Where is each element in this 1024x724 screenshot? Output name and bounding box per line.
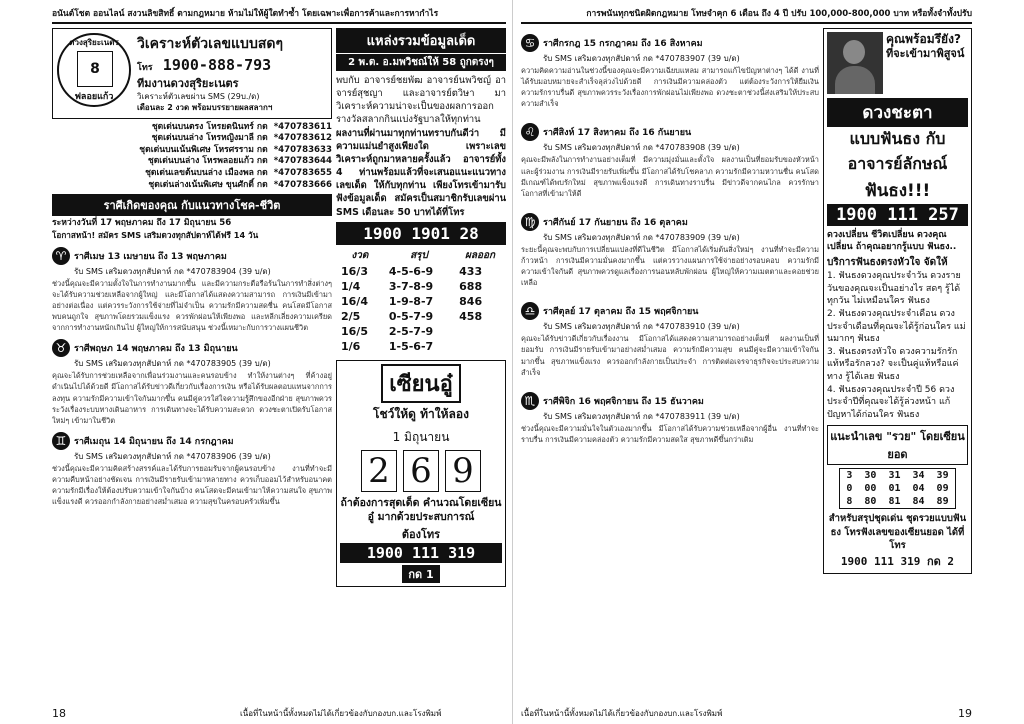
sign-text: คุณจะมีพลังในการทำงานอย่างเต็มที่ มีความมุ่งมั่นและตั้งใจ ผลงานเป็นที่ยอมรับของหัวหน้าและผู้ร่วมงาน การเงินมีรายรับเพิ่มขึ้น มีโอกาสได้รับโชคลาภ ความรักมีความหวานชื่น คนโสดมีเกณฑ์ได้พบรักใหม่ สุขภาพแข็งแรงดี การเดินทางราบรื่น มีข่าวดีจากคนไกล ควรรักษาโอกาสที่เข้ามาให้ดี (521, 155, 819, 198)
cell: 688 (459, 279, 483, 293)
promo-title-1: ดวงชะตา (827, 98, 968, 127)
cell: 458 (459, 309, 483, 323)
cell: 81 (888, 496, 901, 508)
code-label: ชุดเด่นบนเน้นพิเศษ โหรศรราม กด (139, 144, 268, 155)
right-main-column (521, 28, 819, 574)
sign-sms: รับ SMS เสริมดวงทุกสัปดาห์ กด *470783908 (39 บ/ด) (543, 143, 740, 153)
cell: 4-5-6-9 (388, 264, 434, 278)
sign-text: ความคิดความอ่านในช่วงนี้ของคุณจะมีความเฉียบแหลม สามารถแก้ไขปัญหาต่างๆ ได้ดี งานที่ได้รับมอบหมายจะสำเร็จลุล่วงไปด้วยดี การเงินมีความคล่องตัว แต่ต้องระวังการให้ยืมเงิน ความรักราบรื่นดี สุขภาพควรระวังเรื่องการพักผ่อนไม่เพียงพอ ดวงชะตาช่วงนี้ส่งเสริมให้ประสบความสำเร็จ (521, 66, 819, 109)
cell: 39 (936, 470, 949, 482)
table-row (336, 294, 506, 309)
period-text: ระหว่างวันที่ 17 พฤษภาคม ถึง 17 มิถุนายน 56 (52, 218, 232, 229)
scorpio-icon: ♏ (521, 392, 539, 410)
code-label: ชุดเด่นบนล่าง โหรหญิงมาลี กด (151, 133, 268, 144)
cancer-icon: ♋ (521, 34, 539, 52)
sign-scorpio (521, 392, 819, 445)
sms-note: วิเคราะห์ตัวเลขผ่าน SMS (29บ./ด) (137, 92, 260, 101)
gemini-icon: ♊ (52, 432, 70, 450)
sign-sms: รับ SMS เสริมดวงทุกสัปดาห์ กด *470783904 (39 บ/ด) (74, 266, 271, 276)
sign-taurus (52, 339, 332, 426)
promo-summary: สำหรับสรุปชุดเด่น ชุดรวยแบบฟันธง โทรฟังเลขของเซียนยอด ได้ที่โทร (828, 513, 967, 551)
xian-phone[interactable]: 1900 111 319 (340, 543, 502, 563)
cell: 84 (912, 496, 925, 508)
sign-virgo (521, 213, 819, 288)
code-label: ชุดเด่นบนล่าง โหรพลอยแก้ว กด (147, 156, 268, 167)
cell (454, 339, 506, 354)
sign-text: ระยะนี้คุณจะพบกับการเปลี่ยนแปลงที่ดีในชีวิต มีโอกาสได้เริ่มต้นสิ่งใหม่ๆ งานที่ทำจะมีความก้าวหน้า การเงินมีความมั่นคงมากขึ้น แต่ควรวางแผนการใช้จ่ายอย่างรอบคอบ ความรักมีความเข้าใจกันดี สุขภาพควรดูแลเรื่องการนอนหลับพักผ่อน ผู้ใหญ่ให้ความเมตตาและคอยช่วยเหลือ (521, 244, 819, 288)
col-header: ผลออก (465, 249, 496, 261)
sign-sms: รับ SMS เสริมดวงทุกสัปดาห์ กด *470783911 (39 บ/ด) (543, 411, 740, 421)
code-row (52, 168, 332, 180)
code-row (52, 180, 332, 192)
left-footer: เนื้อที่ในหน้านี้ทั้งหมดไม่ได้เกี่ยวข้องกับกองบก.และโรงพิมพ์ (240, 709, 442, 718)
person-head-icon (843, 40, 865, 64)
promo-top (827, 32, 968, 94)
table-row (336, 264, 506, 279)
virgo-icon: ♍ (521, 213, 539, 231)
xian-box (336, 360, 506, 587)
code-value[interactable]: *470783612 (273, 133, 332, 144)
phone-label: โทร (137, 63, 153, 73)
right-header: การพนันทุกชนิดผิดกฎหมาย โทษจำคุก 6 เดือน ถึง 4 ปี ปรับ 100,000-800,000 บาท หรือทั้งจำทั้งปรับ (521, 6, 972, 24)
code-value[interactable]: *470783655 (273, 167, 332, 178)
sign-title: ราศีตุลย์ 17 ตุลาคม ถึง 15 พฤศจิกายน (543, 307, 699, 318)
promo-phone[interactable]: 1900 111 257 (827, 204, 968, 226)
sign-sms: รับ SMS เสริมดวงทุกสัปดาห์ กด *470783910 (39 บ/ด) (543, 322, 740, 332)
cell: 1/6 (341, 339, 361, 353)
cell: 433 (459, 264, 483, 278)
promo-question: คุณพร้อมรึยัง? (885, 32, 961, 46)
sign-sms: รับ SMS เสริมดวงทุกสัปดาห์ กด *470783905 (39 บ/ด) (74, 359, 271, 369)
sign-cancer (521, 34, 819, 109)
code-label: ชุดเด่นบนตรง โหรยตนินทร์ กด (151, 121, 268, 132)
list-item: 1. ฟันธงดวงคุณประจำวัน ดวงรายวันของคุณจะเป็นอย่างไร สดๆ รู้ได้ทุกวัน ไม่เหมือนใคร ฟันธง (826, 271, 961, 307)
code-label: ชุดเด่นล่างเน้นพิเศษ ขุนศักดิ์ กด (148, 179, 268, 190)
cell: 8 (846, 496, 853, 508)
sign-text: คุณจะได้รับข่าวดีเกี่ยวกับเรื่องงาน มีโอกาสได้แสดงความสามารถอย่างเต็มที่ ผลงานเป็นที่ยอมรับ การเงินมีรายรับเข้ามาอย่างสม่ำเสมอ ความรักมีความสุข คนมีคู่จะมีความเข้าใจกันมากขึ้น สุขภาพแข็งแรง ควรออกกำลังกายเป็นประจำ การติดต่อเจรจาธุรกิจจะประสบความสำเร็จ (521, 334, 819, 377)
cell: 1-5-6-7 (388, 339, 434, 353)
sign-leo (521, 123, 819, 198)
sign-sms: รับ SMS เสริมดวงทุกสัปดาห์ กด *470783909 (39 บ/ด) (543, 232, 740, 242)
sign-sms: รับ SMS เสริมดวงทุกสัปดาห์ กด *470783907 (39 บ/ด) (543, 54, 740, 63)
info-intro: พบกับ อาจารย์ชยพัฒ อาจารย์นพวิชญ์ อาจารย์สุชญา และอาจารย์ตวิษา มาวิเคราะห์ความน่าจะเป็นของผลการออกรางวัลสลากกินแบ่งรัฐบาลให้ทุกท่าน (336, 75, 506, 126)
cell (454, 324, 506, 339)
sign-title: ราศีกันย์ 17 กันยายน ถึง 16 ตุลาคม (543, 217, 688, 228)
table-row (840, 482, 955, 495)
left-page-number (52, 707, 66, 720)
promo-question-2: ที่จะเข้ามาพิสูจน์ (885, 47, 965, 60)
table-row (336, 279, 506, 294)
sign-title: ราศีกรกฎ 15 กรกฎาคม ถึง 16 สิงหาคม (543, 39, 703, 49)
digit: 2 (361, 450, 397, 492)
code-list (52, 122, 332, 192)
cell: 00 (864, 483, 877, 495)
recommend-title: แนะนำเลข "รวย" โดยเซียนยอด (827, 425, 968, 465)
xian-subtitle: โชว์ให้ดู ท้าให้ลอง (373, 406, 469, 421)
col-header: สรุป (410, 249, 428, 261)
cell: 30 (864, 470, 877, 482)
xian-digits (340, 450, 502, 492)
code-row (52, 156, 332, 168)
cell: 0 (846, 483, 853, 495)
table-row (336, 324, 506, 339)
right-footer: เนื้อที่ในหน้านี้ทั้งหมดไม่ได้เกี่ยวข้องกับกองบก.และโรงพิมพ์ (521, 709, 723, 718)
cell: 80 (864, 496, 877, 508)
xian-text: ถ้าต้องการสุดเด็ด คำนวณโดยเซียนอู๋ มากด้วยประสบการณ์ (340, 496, 502, 524)
page-number: 19 (958, 707, 972, 720)
xian-key: กด 1 (402, 565, 439, 583)
promo-service: บริการฟันธงตรงหัวใจ จัดให้ (826, 257, 948, 269)
logo-top-text: ดวงสุริยะเนตร (69, 38, 119, 47)
code-label: ชุดเด่นเลขต้นบนล่าง เมืองพล กด (145, 167, 268, 178)
sign-title: ราศีเมถุน 14 มิถุนายน ถึง 14 กรกฎาคม (74, 436, 234, 447)
sign-gemini (52, 432, 332, 507)
promo-tag: ดวงเปลี่ยน ชีวิตเปลี่ยน ดวงคุณเปลี่ยน ถ้าคุณอยากรู้แบบ ฟันธง.. (826, 230, 957, 253)
right-page (512, 0, 1024, 724)
table-row (840, 469, 955, 483)
digit: 6 (403, 450, 439, 492)
sign-title: ราศีเมษ 13 เมษายน ถึง 13 พฤษภาคม (74, 251, 227, 262)
right-page-number (958, 707, 972, 720)
left-header: อนันต์โชต ออนไลน์ สงวนลิขสิทธิ์ ตามกฎหมาย ห้ามไม่ให้ผู้ใดทำซ้ำ โดยเฉพาะเพื่อการค้าและการหากำไร (52, 6, 506, 24)
results-table (336, 247, 506, 354)
sign-text: ช่วงนี้คุณจะมีความคิดสร้างสรรค์และได้รับการยอมรับจากผู้คนรอบข้าง งานที่ทำจะมีความคืบหน้าอย่างชัดเจน การเงินมีรายรับเข้ามาหลายทาง ควรเก็บออมไว้สำหรับอนาคต ความรักมีเรื่องให้ต้องปรับความเข้าใจกันบ้าง คนโสดจะมีคนเข้ามาให้ความสนใจ สุขภาพแข็งแรงดี ควรออกกำลังกายอย่างสม่ำเสมอ ความสุขในครอบครัวเพิ่มขึ้น (52, 463, 332, 507)
table-row (336, 339, 506, 354)
cell: 3-7-8-9 (388, 279, 434, 293)
cell: 846 (459, 294, 483, 308)
left-side-column (336, 28, 506, 587)
lottery-note: เดือนละ 2 งวด พร้อมบรรยายผลสลากฯ (137, 102, 273, 112)
lucky-number-table (839, 468, 955, 509)
xian-title: เซียนอู๋ (381, 364, 461, 403)
cell: 01 (888, 483, 901, 495)
xian-call: ต้องโทร (401, 528, 441, 542)
analysis-title: วิเคราะห์ตัวเลขแบบสดๆ (137, 36, 283, 52)
cell: 2-5-7-9 (388, 324, 434, 338)
person-body-icon (835, 66, 875, 94)
sign-aries (52, 247, 332, 334)
info-banner: แหล่งรวมข้อมูลเด็ด (336, 28, 506, 53)
promo-list (827, 270, 968, 421)
cell: 89 (936, 496, 949, 508)
promo-column (823, 28, 972, 574)
table-row (336, 309, 506, 324)
sign-sms: รับ SMS เสริมดวงทุกสัปดาห์ กด *470783906 (39 บ/ด) (74, 451, 271, 461)
left-main-column (52, 28, 332, 587)
cell: 3 (846, 470, 853, 482)
logo-number: 8 (90, 61, 100, 77)
promo-phone-2[interactable]: 1900 111 319 กด 2 (840, 555, 955, 569)
promo-title-3: อาจารย์ลักษณ์ (847, 154, 948, 173)
cell: 0-5-7-9 (388, 309, 434, 323)
code-row (52, 145, 332, 157)
duang-logo (57, 33, 131, 107)
cell: 1/4 (341, 279, 361, 293)
cell: 04 (912, 483, 925, 495)
sign-title: ราศีพฤษภ 14 พฤษภาคม ถึง 13 มิถุนายน (74, 344, 238, 355)
code-row (52, 122, 332, 134)
period-note: โอกาสหน้า! สมัคร SMS เสริมดวงทุกสัปดาห์ได้ฟรี 14 วัน (52, 229, 259, 240)
code-value[interactable]: *470783666 (273, 179, 332, 190)
sign-text: ช่วงนี้คุณจะมีความมั่นใจในตัวเองมากขึ้น มีโอกาสได้รับความช่วยเหลือจากผู้อื่น งานที่ทำจะราบรื่น การเงินมีความคล่องตัว ความรักมีความสดใส สุขภาพดีขึ้นกว่าเดิม (521, 423, 819, 444)
sign-title: ราศีพิจิก 16 พฤศจิกายน ถึง 15 ธันวาคม (543, 396, 704, 407)
list-item: 2. ฟันธงดวงคุณประจำเดือน ดวงประจำเดือนที่คุณจะได้รู้ก่อนใคร แม่นมากๆ ฟันธง (826, 309, 966, 345)
cell: 16/3 (341, 264, 368, 278)
sign-libra (521, 302, 819, 377)
analysis-box (52, 28, 332, 119)
xian-date: 1 มิถุนายน (392, 429, 450, 444)
list-item: 4. ฟันธงดวงคุณประจำปี 56 ดวงประจำปีที่คุณจะได้รู้ล่วงหน้า แก้ปัญหาได้ก่อนใคร ฟันธง (826, 384, 955, 420)
info-body: ผลงานที่ผ่านมาทุกท่านทราบกันดีว่า มีความแม่นยำสูงเพียงใด เพราะเลขวิเคราะห์ถูกมาหลายครั้งแล้ว อาจารย์ทั้ง 4 ท่านพร้อมแล้วที่จะเสนอแนะแนวทางเลขเด็ด ให้กับทุกท่าน เพียงโทรเข้ามารับฟังข้อมูลเด็ด สมัครเป็นสมาชิกรับเลขผ่าน SMS เดือนละ 50 บาทได้ที่โทร (336, 127, 506, 218)
code-value[interactable]: *470783644 (273, 156, 332, 167)
astrologer-photo (827, 32, 883, 94)
table-row (840, 495, 955, 509)
cell: 1-9-8-7 (388, 294, 434, 308)
sign-title: ราศีสิงห์ 17 สิงหาคม ถึง 16 กันยายน (543, 128, 692, 139)
page-number: 18 (52, 707, 66, 720)
team-name: ทีมงานดวงสุริยะเนตร (137, 77, 239, 90)
code-value[interactable]: *470783633 (273, 144, 332, 155)
col-header: งวด (351, 249, 369, 261)
taurus-icon: ♉ (52, 339, 70, 357)
info-phone[interactable]: 1900 1901 28 (336, 222, 506, 245)
cell: 31 (888, 470, 901, 482)
code-value[interactable]: *470783611 (273, 121, 332, 132)
sign-text: คุณจะได้รับการช่วยเหลือจากเพื่อนร่วมงานและคนรอบข้าง ทำให้งานต่างๆ ที่ค้างอยู่ดำเนินไปได้ด้วยดี มีโอกาสได้รับข่าวดีเกี่ยวกับเรื่องการเงิน หรือได้รับผลตอบแทนจากการลงทุน ความรักมีความเข้าใจกันมากขึ้น คนมีคู่ควรใส่ใจความรู้สึกของอีกฝ่าย สุขภาพควรระวังเรื่องระบบทางเดินอาหาร การเดินทางจะได้รับความสะดวก ดวงชะตาเปิดรับโอกาสใหม่ๆ เข้ามาในชีวิต (52, 371, 332, 425)
cell: 16/4 (341, 294, 368, 308)
sign-text: ช่วงนี้คุณจะมีความตั้งใจในการทำงานมากขึ้น และมีความกระตือรือร้นในการทำสิ่งต่างๆ จะได้รับความช่วยเหลือจากผู้ใหญ่ และมีโอกาสได้แสดงความสามารถ การเงินมีเข้ามาอย่างต่อเนื่อง แต่ควรระวังการใช้จ่ายที่ไม่จำเป็น ความรักมีความสดชื่น คนโสดมีโอกาสพบคนถูกใจ สุขภาพโดยรวมแข็งแรง ควรพักผ่อนให้เพียงพอ และหลีกเลี่ยงความเครียดจากการทำงานหนักเกินไป ผู้ใหญ่ให้การสนับสนุน ช่วงนี้เหมาะกับการวางแผนชีวิต (52, 278, 332, 333)
logo-grid (77, 51, 113, 87)
promo-title-2: แบบฟันธง กับ (849, 129, 946, 148)
digit: 9 (445, 450, 481, 492)
birth-banner: ราศีเกิดของคุณ กับแนวทางโชค-ชีวิต (52, 194, 332, 216)
code-row (52, 133, 332, 145)
cell: 34 (912, 470, 925, 482)
cell: 2/5 (341, 309, 361, 323)
leo-icon: ♌ (521, 123, 539, 141)
info-subbanner: 2 พ.ต. อ.มพวิชณ์ให้ 58 ถูกตรงๆ (336, 53, 506, 71)
cell: 16/5 (341, 324, 368, 338)
analysis-phone[interactable]: 1900-888-793 (162, 56, 272, 74)
list-item: 3. ฟันธงตรงหัวใจ ดวงความรักรักแท้หรือรักลวง? จะเป็นคู่แท้หรือแค่ทาง รู้ได้เลย ฟันธง (826, 346, 959, 383)
logo-bottom-text: ฟลอยแก้ว (74, 92, 114, 102)
promo-title-4: ฟันธง!!! (864, 181, 931, 201)
aries-icon: ♈ (52, 247, 70, 265)
libra-icon: ♎ (521, 302, 539, 320)
cell: 09 (936, 483, 949, 495)
